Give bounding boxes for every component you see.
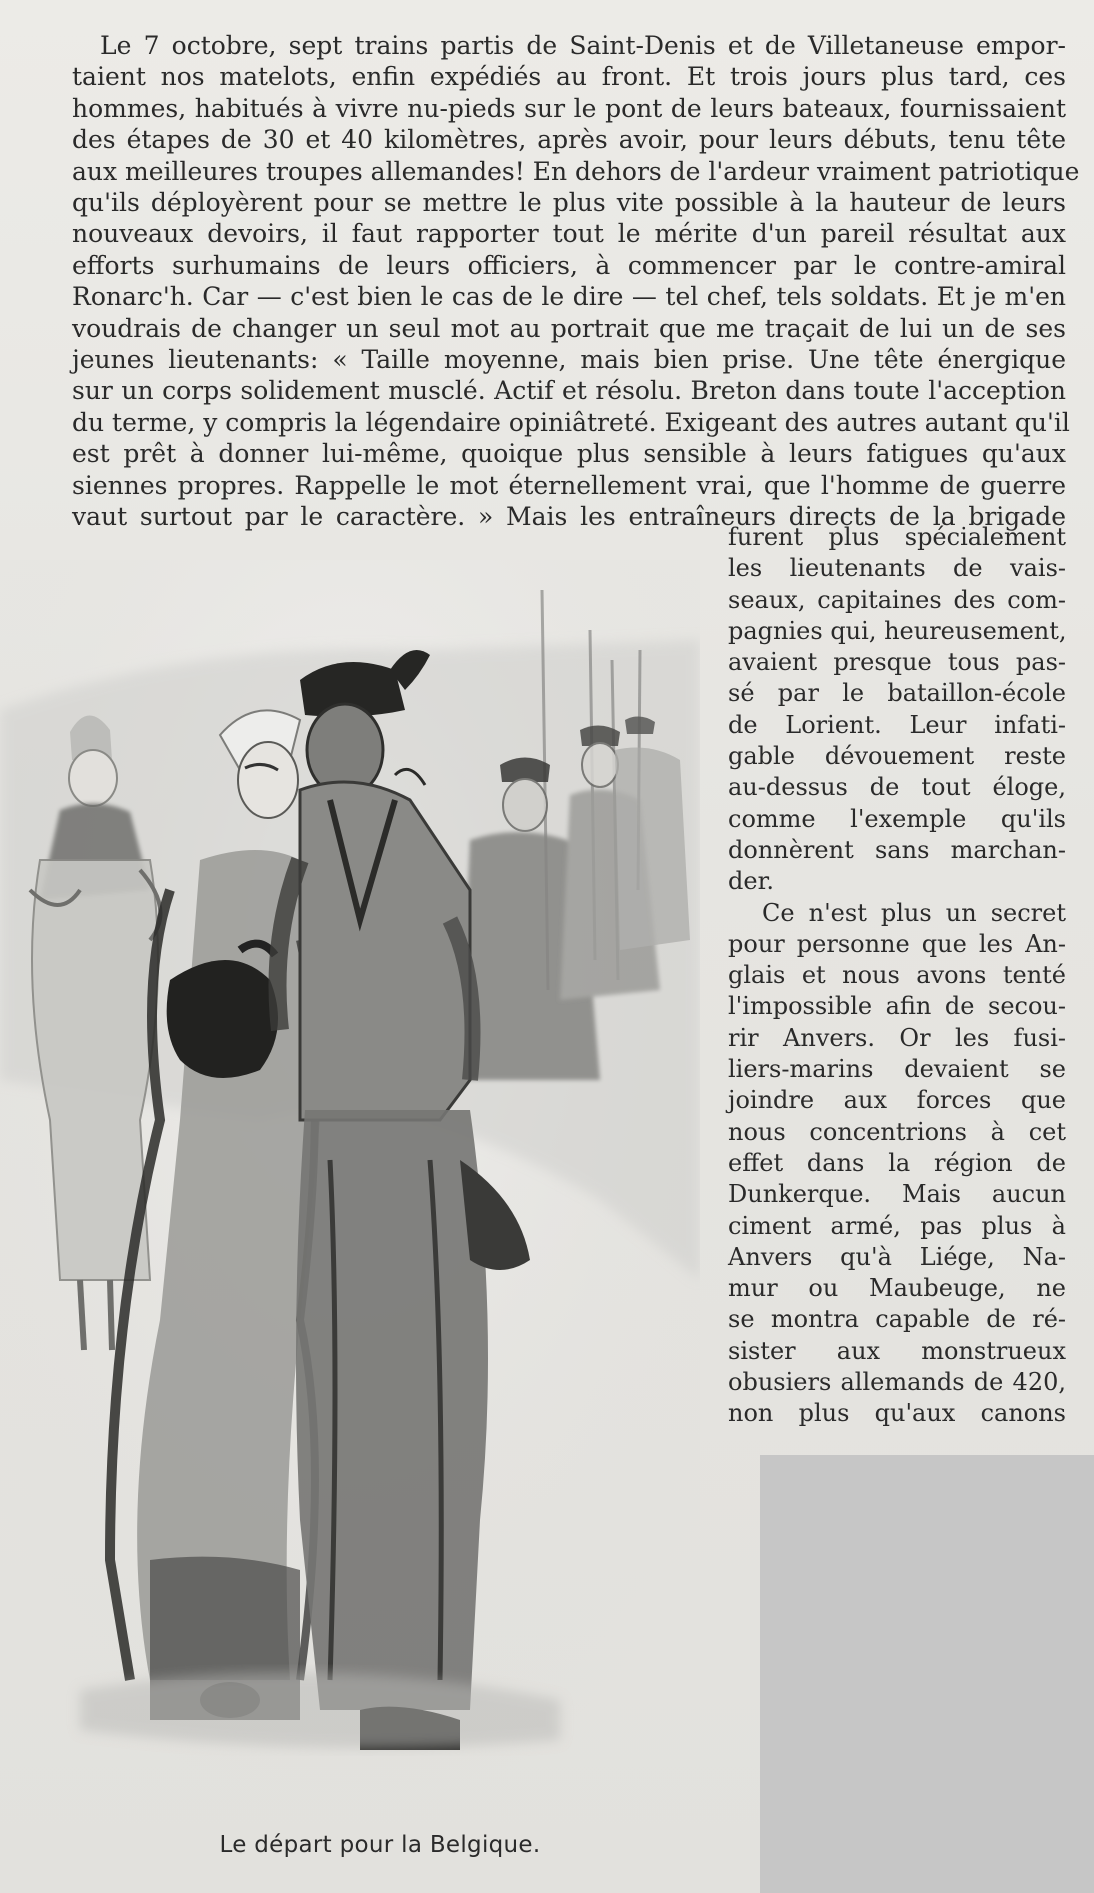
text-line: der. — [728, 867, 775, 896]
text-line: les lieutenants de vais- — [728, 554, 1066, 583]
text-line: qu'ils déployèrent pour se mettre le plus vite possible à la hauteur de leurs — [72, 188, 1066, 218]
text-line: l'impossible afin de secou- — [728, 992, 1066, 1021]
text-line: furent plus spécialement — [728, 523, 1066, 551]
text-line: Anvers qu'à Liége, Na- — [728, 1242, 1066, 1271]
right-column-text — [728, 522, 1066, 1430]
text-line: mur ou Maubeuge, ne — [728, 1274, 1066, 1303]
text-line: effet dans la région de — [728, 1148, 1066, 1177]
text-line: ciment armé, pas plus à — [728, 1211, 1066, 1240]
text-line: taient nos matelots, enfin expédiés au front. Et trois jours plus tard, ces — [72, 62, 1066, 92]
text-line: hommes, habitués à vivre nu-pieds sur le pont de leurs bateaux, fournissaient — [72, 93, 1066, 123]
text-line: joindre aux forces que — [728, 1086, 1066, 1115]
illustration-sailor-farewell — [0, 560, 700, 1820]
text-line: sé par le bataillon-école — [728, 679, 1066, 708]
text-line: se montra capable de ré- — [728, 1305, 1066, 1334]
text-line: jeunes lieutenants: « Taille moyenne, mais bien prise. Une tête énergique — [72, 345, 1066, 375]
text-line: avaient presque tous pas- — [728, 648, 1066, 677]
text-line: obusiers allemands de 420, — [728, 1368, 1066, 1397]
text-line: glais et nous avons tenté — [728, 961, 1066, 990]
text-line: liers-marins devaient se — [728, 1055, 1066, 1084]
text-line: du terme, y compris la légendaire opiniâtreté. Exigeant des autres autant qu'il — [72, 407, 1070, 437]
text-line: Le 7 octobre, sept trains partis de Saint-Denis et de Villetaneuse empor- — [100, 31, 1066, 60]
text-line: nouveaux devoirs, il faut rapporter tout le mérite d'un pareil résultat aux — [72, 219, 1066, 249]
text-line: non plus qu'aux canons — [728, 1399, 1066, 1428]
text-line: efforts surhumains de leurs officiers, à commencer par le contre-amiral — [72, 250, 1066, 280]
text-line: nous concentrions à cet — [728, 1117, 1066, 1146]
text-line: Ce n'est plus un secret — [762, 898, 1066, 927]
text-line: de Lorient. Leur infati- — [728, 710, 1066, 739]
text-line: donnèrent sans marchan- — [728, 835, 1066, 864]
text-line: Ronarc'h. Car — c'est bien le cas de le dire — tel chef, tels soldats. Et je m'en — [72, 282, 1066, 312]
text-line: pagnies qui, heureusement, — [728, 616, 1067, 645]
text-line: aux meilleures troupes allemandes! En dehors de l'ardeur vraiment patriotique — [72, 156, 1080, 186]
text-line: siennes propres. Rappelle le mot éternellement vrai, que l'homme de guerre — [72, 470, 1066, 500]
text-line: sur un corps solidement musclé. Actif et résolu. Breton dans toute l'acception — [72, 376, 1066, 406]
text-line: sister aux monstrueux — [728, 1336, 1066, 1365]
text-line: au-dessus de tout éloge, — [728, 773, 1066, 802]
top-paragraph — [72, 30, 1080, 533]
text-line: rir Anvers. Or les fusi- — [728, 1023, 1066, 1052]
text-line: gable dévouement reste — [728, 742, 1066, 771]
text-line: comme l'exemple qu'ils — [728, 804, 1066, 833]
text-line: seaux, capitaines des com- — [728, 585, 1066, 614]
scan-background-corner — [760, 1455, 1094, 1893]
text-line: vaut surtout par le caractère. » Mais les entraîneurs directs de la brigade — [72, 502, 1066, 532]
text-line: Dunkerque. Mais aucun — [728, 1180, 1066, 1209]
illustration-caption: Le départ pour la Belgique. — [219, 1832, 541, 1858]
text-line: voudrais de changer un seul mot au portrait que me traçait de lui un de ses — [72, 313, 1066, 343]
text-line: est prêt à donner lui-même, quoique plus sensible à leurs fatigues qu'aux — [72, 439, 1066, 469]
text-line: des étapes de 30 et 40 kilomètres, après avoir, pour leurs débuts, tenu tête — [72, 125, 1066, 155]
text-line: pour personne que les An- — [728, 929, 1066, 958]
